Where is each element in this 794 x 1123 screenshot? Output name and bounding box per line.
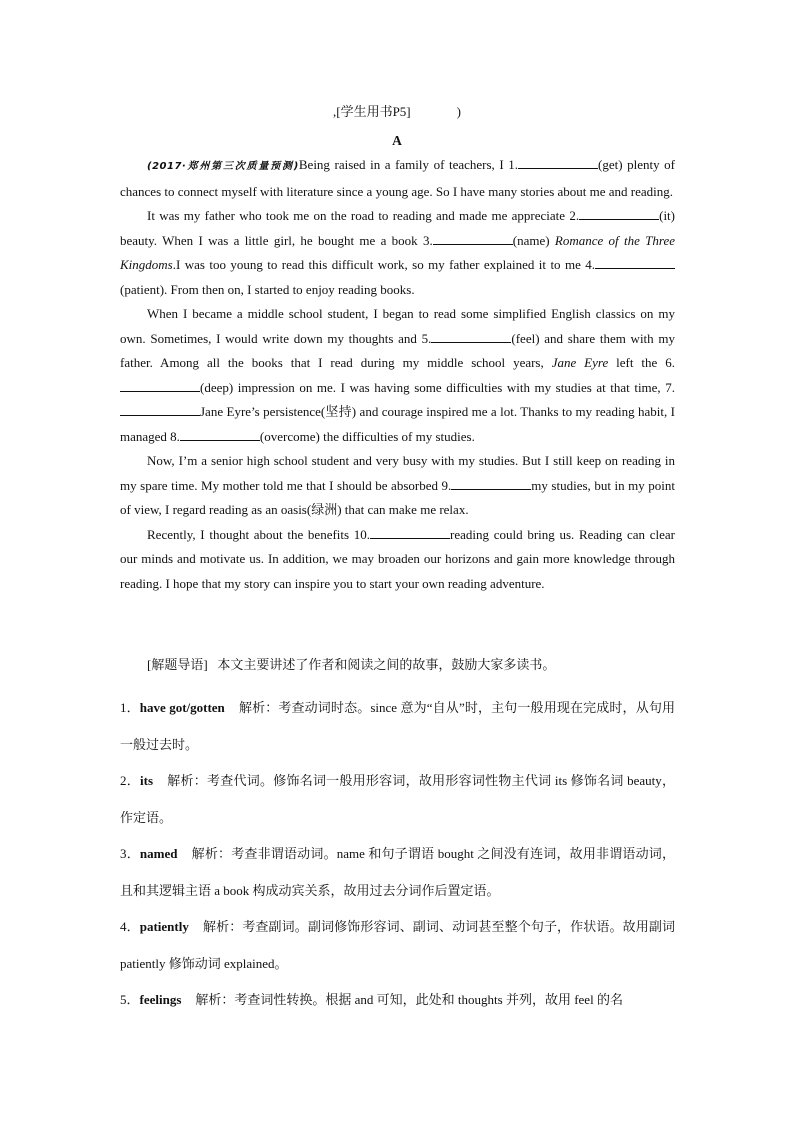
paragraph-5: Recently, I thought about the benefits 10. reading could bring us. Reading can clear our minds and motivate us. In addition, we may broaden our horizons and gain more knowledge through reading. I hope that my story can inspire you to start your own reading adventure.: [120, 523, 675, 597]
header-reference: ,[学生用书P5]: [333, 104, 411, 119]
blank-5[interactable]: [431, 328, 511, 343]
blank-8[interactable]: [180, 426, 260, 441]
answer-item: 4．patiently 解析：考查副词。副词修饰形容词、副词、动词甚至整个句子，作状语。故用副词 patiently 修饰动词 explained。: [120, 919, 675, 971]
answer-item: 3．named 解析：考查非谓语动词。name 和句子谓语 bought 之间没有连词，故用非谓语动词，且和其逻辑主语 a book 构成动宾关系，故用过去分词作后置定语。: [120, 846, 675, 898]
blank-2[interactable]: [579, 205, 659, 220]
blank-9[interactable]: [451, 475, 531, 490]
book-title: Romance of the Three Kingdoms: [120, 232, 675, 272]
blank-3[interactable]: [433, 230, 513, 245]
answer-key: feelings: [139, 992, 182, 1007]
answer-key: named: [139, 846, 178, 861]
paragraph-3: When I became a middle school student, I began to read some simplified English classics on my own. Sometimes, I would write down my thoughts and 5. (feel) and share them with my father. Among all the books that I read during my middle school years, Jane Eyre left the 6.(deep) impression on me. I was having some difficulties with my studies at that time, 7.Jane Eyre’s persistence(坚持) and courage inspired me a lot. Thanks to my reading habit, I managed 8. (overcome) the difficulties of my studies.: [120, 306, 675, 444]
book-title: Jane Eyre: [551, 355, 609, 370]
passage-source: (2017·郑州第三次质量预测): [147, 161, 299, 172]
answer-item: 1．have got/gotten 解析：考查动词时态。since 意为“自从”时，主句一般用现在完成时，从句用一般过去时。: [120, 700, 675, 752]
answer-item: 2．its 解析：考查代词。修饰名词一般用形容词，故用形容词性物主代词 its 修饰名词 beauty，作定语。: [120, 773, 675, 825]
blank-7[interactable]: [120, 401, 200, 416]
header-close-paren: ): [456, 104, 461, 119]
answer-item: 5．feelings 解析：考查词性转换。根据 and 可知，此处和 thoughts 并列，故用 feel 的名: [120, 992, 623, 1007]
answer-key: have got/gotten: [139, 700, 225, 715]
reading-guide: [120, 654, 675, 673]
guide-label: [解题导语]: [147, 657, 208, 672]
paragraph-2: It was my father who took me on the road to reading and made me appreciate 2. (it) beauty. When I was a little girl, he bought me a book 3. (name) Romance of the Three Kingdoms.I was too young to read this difficult work, so my father explained it to me 4.(patient). From then on, I started to enjoy reading books.: [120, 204, 675, 302]
answer-list: [120, 690, 675, 1019]
answer-key: its: [140, 773, 153, 788]
paragraph-4: Now, I’m a senior high school student and very busy with my studies. But I still keep on reading in my spare time. My mother told me that I should be absorbed 9. my studies, but in my point of view, I regard reading as an oasis(绿洲) that can make me relax.: [120, 453, 675, 517]
passage: [120, 153, 675, 596]
answer-key: patiently: [139, 919, 189, 934]
blank-4[interactable]: [595, 254, 675, 269]
section-title: A: [392, 133, 402, 148]
paragraph-1: (2017·郑州第三次质量预测)Being raised in a family of teachers, I 1. (get) plenty of chances to connect myself with literature since a young age. So I have many stories about me and reading.: [120, 153, 675, 204]
blank-6[interactable]: [120, 377, 200, 392]
page-header: [0, 101, 794, 120]
blank-1[interactable]: [518, 154, 598, 169]
blank-10[interactable]: [370, 524, 450, 539]
guide-text: 本文主要讲述了作者和阅读之间的故事，鼓励大家多读书。: [217, 657, 556, 672]
